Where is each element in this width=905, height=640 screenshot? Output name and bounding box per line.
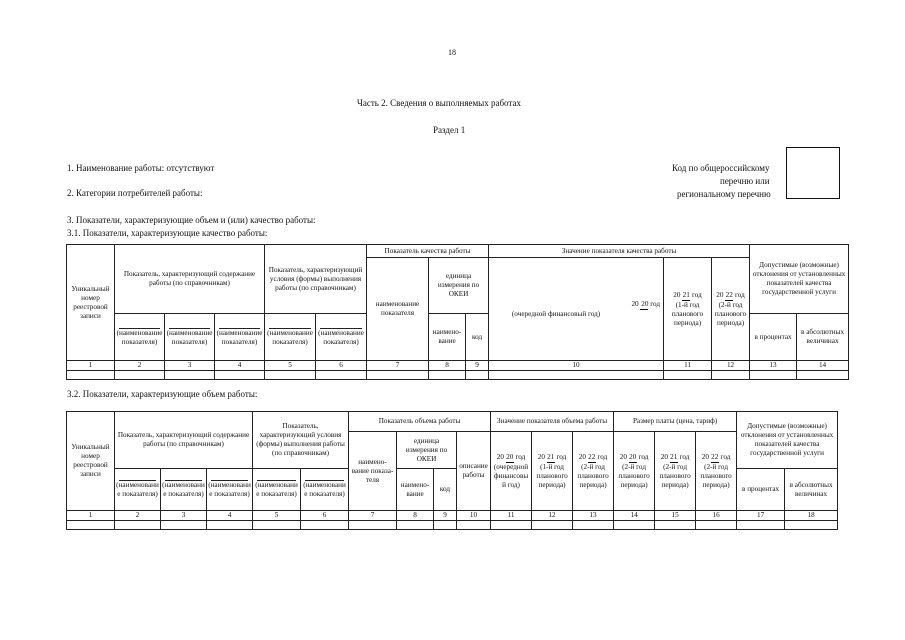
year-current-header: 20 20 год (очередной финансовый год) xyxy=(489,258,664,361)
fee-header: Размер платы (цена, тариф) xyxy=(614,412,737,432)
data-cell[interactable] xyxy=(316,371,367,380)
percent-header: в процентах xyxy=(750,314,797,361)
unit-name-header: наимено-вание xyxy=(429,314,466,361)
col-num: 9 xyxy=(466,361,489,371)
data-cell[interactable] xyxy=(367,371,429,380)
data-cell[interactable] xyxy=(215,371,265,380)
deviation-header: Допустимые (возможные) отклонения от установленных показателей качества государственной услуги xyxy=(737,412,838,469)
quality-indicator-header: Показатель качества работы xyxy=(367,245,489,258)
col-num: 3 xyxy=(161,511,207,521)
indicators-heading: 3. Показатели, характеризующие объем и (или) качество работы: xyxy=(67,215,316,225)
col-num: 15 xyxy=(655,511,696,521)
code-label-1: Код по общероссийскому xyxy=(672,163,770,173)
col-num: 12 xyxy=(532,511,573,521)
col-num: 10 xyxy=(489,361,664,371)
data-cell[interactable] xyxy=(614,521,655,530)
volume-value-header: Значение показателя объема работы xyxy=(491,412,614,432)
col-num: 11 xyxy=(664,361,712,371)
code-label-2: перечню или xyxy=(720,176,770,186)
data-cell[interactable] xyxy=(67,371,115,380)
col-num: 14 xyxy=(797,361,849,371)
col-num: 4 xyxy=(215,361,265,371)
col-num: 7 xyxy=(367,361,429,371)
data-cell[interactable] xyxy=(434,521,457,530)
content-indicator-header: Показатель, характеризующий содержание работы (по справочникам) xyxy=(115,412,253,469)
data-cell[interactable] xyxy=(253,521,301,530)
unit-name-header: наимено-вание xyxy=(397,469,434,511)
data-cell[interactable] xyxy=(573,521,614,530)
fee-year-3-header: 20 22 год (2-й год планового периода) xyxy=(696,432,737,511)
conditions-col-2-name: (наименование показателя) xyxy=(316,314,367,361)
conditions-col-1-name: (наименование показателя) xyxy=(253,469,301,511)
col-num: 7 xyxy=(349,511,397,521)
data-cell[interactable] xyxy=(797,371,849,380)
volume-table xyxy=(66,411,838,530)
data-cell[interactable] xyxy=(466,371,489,380)
col-num: 11 xyxy=(491,511,532,521)
data-cell[interactable] xyxy=(115,371,165,380)
content-col-1-name: (наименование показателя) xyxy=(115,314,165,361)
unit-header: единица измерения по ОКЕИ xyxy=(397,432,457,469)
year-plan1-header: 20 21 год (1-й год планового периода) xyxy=(664,258,712,361)
col-num: 13 xyxy=(573,511,614,521)
data-cell[interactable] xyxy=(397,521,434,530)
unit-code-header: код xyxy=(466,314,489,361)
col-num: 2 xyxy=(115,511,161,521)
data-cell[interactable] xyxy=(67,521,115,530)
data-cell[interactable] xyxy=(349,521,397,530)
page-number: 18 xyxy=(448,48,456,57)
unique-number-header: Уникальный номер реестровой записи xyxy=(67,412,115,511)
column-numbers-row xyxy=(67,511,838,521)
data-cell[interactable] xyxy=(712,371,750,380)
content-indicator-header: Показатель, характеризующий содержание работы (по справочникам) xyxy=(115,245,265,314)
data-cell[interactable] xyxy=(429,371,466,380)
work-description-header: описание работы xyxy=(457,432,491,511)
col-num: 4 xyxy=(207,511,253,521)
unit-code-header: код xyxy=(434,469,457,511)
deviation-header: Допустимые (возможные) отклонения от установленных показателей качества государственной услуги xyxy=(750,245,849,314)
content-col-2-name: (наименование показателя) xyxy=(161,469,207,511)
fee-year-2-header: 20 21 год (2-й год планового периода) xyxy=(655,432,696,511)
table-row xyxy=(67,521,838,530)
unit-header: единица измерения по ОКЕИ xyxy=(429,258,489,314)
data-cell[interactable] xyxy=(785,521,838,530)
data-cell[interactable] xyxy=(655,521,696,530)
col-num: 8 xyxy=(397,511,434,521)
quality-value-header: Значение показателя качества работы xyxy=(489,245,750,258)
col-num: 6 xyxy=(301,511,349,521)
table-row xyxy=(67,371,849,380)
work-name-line: 1. Наименование работы: отсутствуют xyxy=(67,163,215,173)
data-cell[interactable] xyxy=(165,371,215,380)
volume-indicator-header: Показатель объема работы xyxy=(349,412,491,432)
volume-year-plan2-header: 20 22 год (2-й год планового периода) xyxy=(573,432,614,511)
col-num: 2 xyxy=(115,361,165,371)
data-cell[interactable] xyxy=(115,521,161,530)
conditions-indicator-header: Показатель, характеризующий условия (формы) выполнения работы (по справочникам) xyxy=(253,412,349,469)
volume-year-current-header: 20 20 год (очередной финансовый год) xyxy=(491,432,532,511)
absolute-header: в абсолютных величинах xyxy=(785,469,838,511)
consumer-category-line: 2. Категории потребителей работы: xyxy=(67,188,203,198)
col-num: 10 xyxy=(457,511,491,521)
volume-year-plan1-header: 20 21 год (1-й год планового периода) xyxy=(532,432,573,511)
data-cell[interactable] xyxy=(664,371,712,380)
percent-header: в процентах xyxy=(737,469,785,511)
conditions-indicator-header: Показатель, характеризующий условия (формы) выполнения работы (по справочникам) xyxy=(265,245,367,314)
column-numbers-row xyxy=(67,361,849,371)
year-plan2-header: 20 22 год (2-й год планового периода) xyxy=(712,258,750,361)
content-col-3-name: (наименование показателя) xyxy=(207,469,253,511)
part-title: Часть 2. Сведения о выполняемых работах xyxy=(357,98,521,108)
col-num: 1 xyxy=(67,511,115,521)
indicator-name-header: наимено-вание показа-теля xyxy=(349,432,397,511)
col-num: 9 xyxy=(434,511,457,521)
unique-number-header: Уникальный номер реестровой записи xyxy=(67,245,115,361)
absolute-header: в абсолютных величинах xyxy=(797,314,849,361)
fee-year-1-header: 20 20 год (2-й год планового периода) xyxy=(614,432,655,511)
data-cell[interactable] xyxy=(265,371,316,380)
data-cell[interactable] xyxy=(161,521,207,530)
data-cell[interactable] xyxy=(491,521,532,530)
content-col-2-name: (наименование показателя) xyxy=(165,314,215,361)
volume-indicators-heading: 3.2. Показатели, характеризующие объем работы: xyxy=(67,389,258,399)
col-num: 14 xyxy=(614,511,655,521)
col-num: 5 xyxy=(265,361,316,371)
quality-indicators-heading: 3.1. Показатели, характеризующие качество работы: xyxy=(67,228,268,238)
col-num: 17 xyxy=(737,511,785,521)
data-cell[interactable] xyxy=(750,371,797,380)
col-num: 6 xyxy=(316,361,367,371)
data-cell[interactable] xyxy=(301,521,349,530)
data-cell[interactable] xyxy=(737,521,785,530)
content-col-1-name: (наименование показателя) xyxy=(115,469,161,511)
code-label-3: региональному перечню xyxy=(677,189,771,199)
col-num: 5 xyxy=(253,511,301,521)
content-col-3-name: (наименование показателя) xyxy=(215,314,265,361)
conditions-col-2-name: (наименование показателя) xyxy=(301,469,349,511)
quality-table xyxy=(66,244,849,380)
col-num: 12 xyxy=(712,361,750,371)
data-cell[interactable] xyxy=(207,521,253,530)
code-box[interactable] xyxy=(786,147,840,199)
col-num: 8 xyxy=(429,361,466,371)
data-cell[interactable] xyxy=(696,521,737,530)
col-num: 13 xyxy=(750,361,797,371)
col-num: 16 xyxy=(696,511,737,521)
section-title: Раздел 1 xyxy=(433,125,466,135)
data-cell[interactable] xyxy=(532,521,573,530)
col-num: 18 xyxy=(785,511,838,521)
indicator-name-header: наименование показателя xyxy=(367,258,429,361)
data-cell[interactable] xyxy=(489,371,664,380)
data-cell[interactable] xyxy=(457,521,491,530)
col-num: 3 xyxy=(165,361,215,371)
conditions-col-1-name: (наименование показателя) xyxy=(265,314,316,361)
col-num: 1 xyxy=(67,361,115,371)
